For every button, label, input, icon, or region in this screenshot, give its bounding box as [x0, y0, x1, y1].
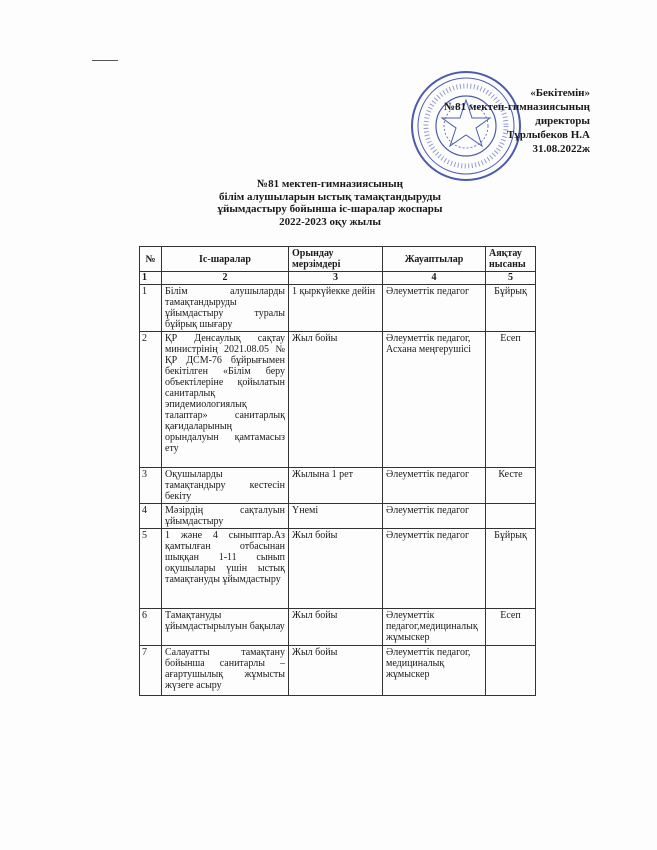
row-activity: Оқушыларды тамақтандыру кестесін бекіту [162, 468, 289, 504]
row-number: 4 [140, 504, 162, 529]
approval-block [400, 86, 590, 156]
index-cell: 2 [162, 272, 289, 285]
table-row [140, 468, 536, 504]
row-activity: Тамақтануды ұйымдастырылуын бақылау [162, 609, 289, 646]
row-form: Есеп [486, 609, 536, 646]
row-deadline: Жыл бойы [289, 529, 383, 609]
table-row [140, 646, 536, 696]
row-activity: Білім алушыларды тамақтандыруды ұйымдастыру туралы бұйрық шығару [162, 285, 289, 332]
row-responsible: Әлеуметтік педагог [383, 504, 486, 529]
row-form: Есеп [486, 332, 536, 468]
column-index-row [140, 272, 536, 285]
header-responsible: Жауаптылар [383, 247, 486, 272]
title-line-2: білім алушыларын ыстық тамақтандыруды [219, 190, 441, 203]
row-responsible: Әлеуметтік педагог,медициналық жұмыскер [383, 609, 486, 646]
table-row [140, 609, 536, 646]
row-responsible: Әлеуметтік педагог [383, 529, 486, 609]
row-responsible: Әлеуметтік педагог, Асхана меңгерушісі [383, 332, 486, 468]
row-form [486, 646, 536, 696]
row-responsible: Әлеуметтік педагог, медициналық жұмыскер [383, 646, 486, 696]
plan-table [139, 246, 536, 696]
row-number: 6 [140, 609, 162, 646]
index-cell: 3 [289, 272, 383, 285]
title-line-1: №81 мектеп-гимназиясының [257, 178, 403, 190]
row-number: 3 [140, 468, 162, 504]
table-row [140, 332, 536, 468]
approval-school: №81 мектеп-гимназиясының [444, 101, 590, 113]
title-line-4: 2022-2023 оқу жылы [279, 215, 381, 228]
row-deadline: Жыл бойы [289, 646, 383, 696]
header-deadline: Орындау мерзімдері [289, 247, 383, 272]
row-form: Бұйрық [486, 285, 536, 332]
table-header-row [140, 247, 536, 272]
row-deadline: Жыл бойы [289, 609, 383, 646]
row-deadline: Үнемі [289, 504, 383, 529]
row-number: 1 [140, 285, 162, 332]
row-deadline: Жылына 1 рет [289, 468, 383, 504]
index-cell: 4 [383, 272, 486, 285]
row-number: 7 [140, 646, 162, 696]
header-number: № [140, 247, 162, 272]
row-form [486, 504, 536, 529]
approval-director-name: Тұрлыбеков Н.А [506, 129, 590, 141]
row-activity: Салауатты тамақтану бойынша санитарлы – ағартушылық жұмысты жүзеге асыру [162, 646, 289, 696]
row-form: Кесте [486, 468, 536, 504]
header-form: Аяқтау нысаны [486, 247, 536, 272]
table-row [140, 504, 536, 529]
row-responsible: Әлеуметтік педагог [383, 468, 486, 504]
row-responsible: Әлеуметтік педагог [383, 285, 486, 332]
row-form: Бұйрық [486, 529, 536, 609]
document-title [150, 178, 510, 228]
pen-mark [92, 60, 118, 61]
index-cell: 1 [140, 272, 162, 285]
row-deadline: Жыл бойы [289, 332, 383, 468]
row-number: 5 [140, 529, 162, 609]
row-activity: Мәзірдің сақталуын ұйымдастыру [162, 504, 289, 529]
approval-position: директоры [535, 115, 590, 127]
title-line-3: ұйымдастыру бойынша іс-шаралар жоспары [217, 203, 443, 215]
row-number: 2 [140, 332, 162, 468]
table-row [140, 285, 536, 332]
header-activity: Іс-шаралар [162, 247, 289, 272]
approval-date: 31.08.2022ж [532, 143, 590, 155]
approval-heading: «Бекітемін» [530, 87, 590, 99]
row-deadline: 1 қыркүйекке дейін [289, 285, 383, 332]
table-row [140, 529, 536, 609]
index-cell: 5 [486, 272, 536, 285]
row-activity: ҚР Денсаулық сақтау министрінің 2021.08.05 № ҚР ДСМ-76 бұйрығымен бекітілген «Білім беру объектілеріне қойылатын санитарлық эпидемиологиялық талаптар» санитарлық қағидаларының орындалуын қамтамасыз ету [162, 332, 289, 468]
row-activity: 1 және 4 сыныптар.Аз қамтылған отбасынан шыққан 1-11 сынып оқушылары үшін ыстық тамақтануды ұйымдастыру [162, 529, 289, 609]
